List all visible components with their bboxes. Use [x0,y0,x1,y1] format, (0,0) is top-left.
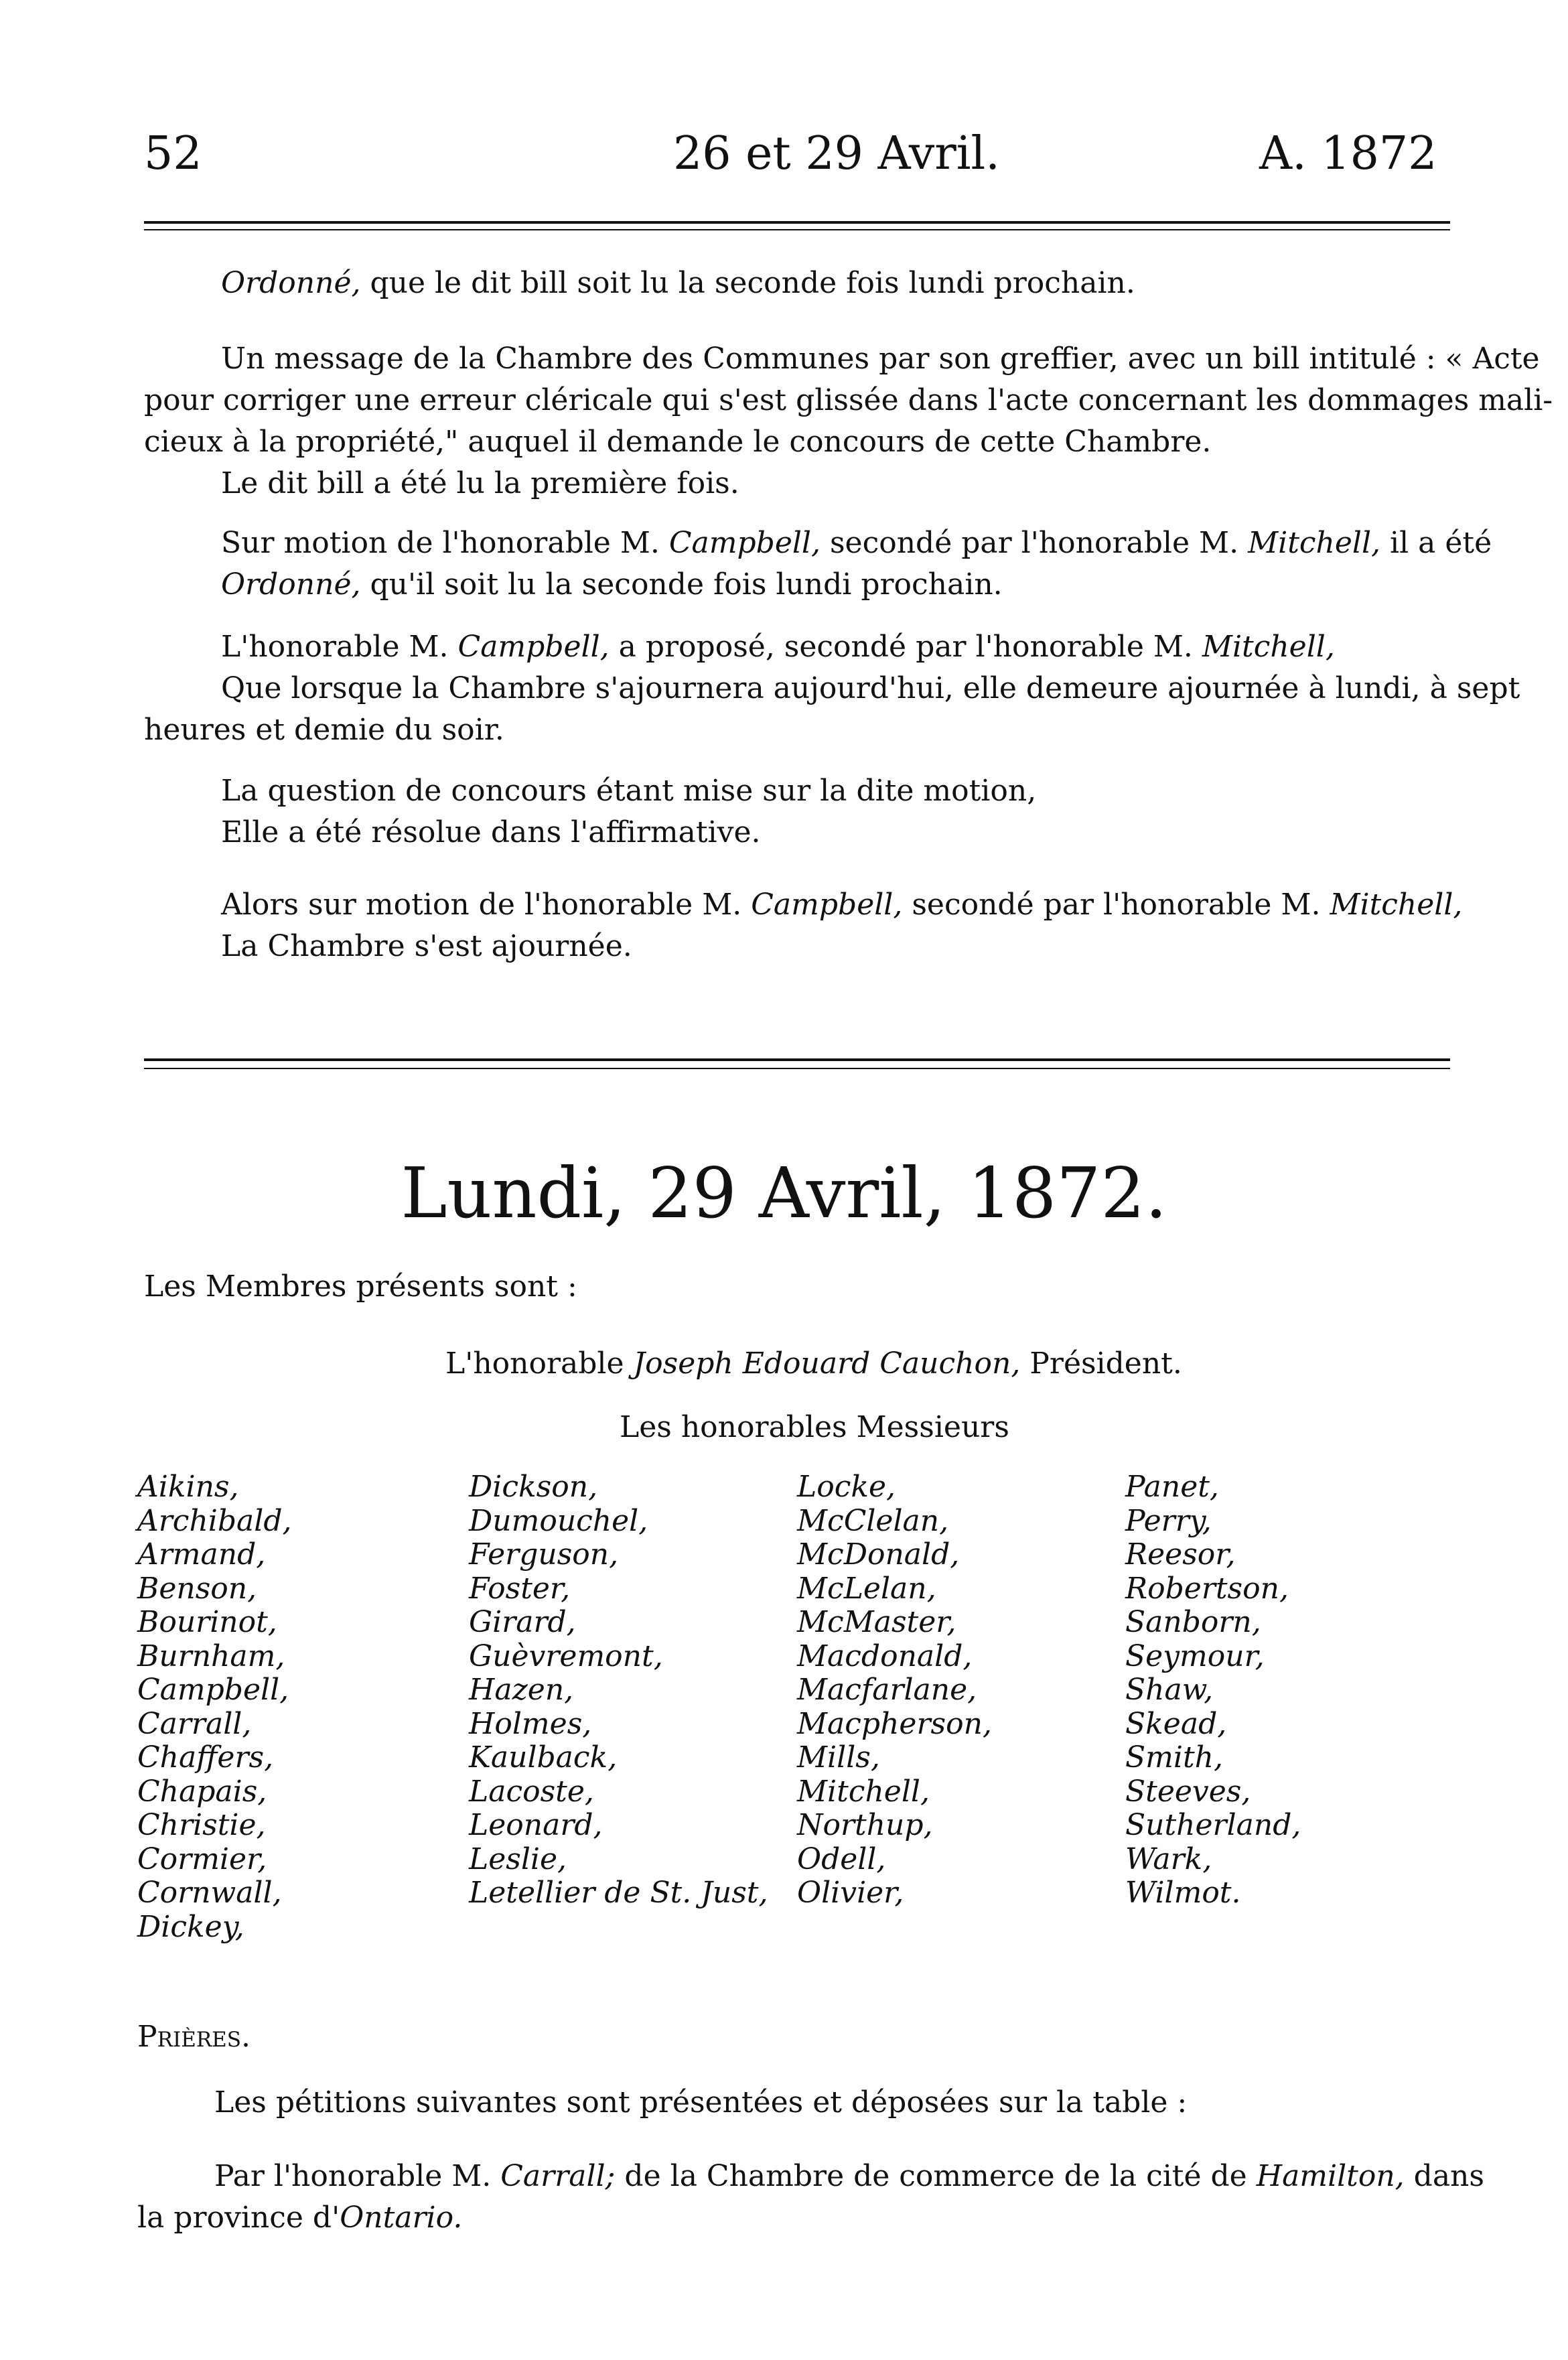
proposal-line-1: L'honorable M. Campbell, a proposé, secondé par l'honorable M. Mitchell, [221,630,1335,664]
member-name: McLelan, [797,1571,936,1606]
question-line-2: Elle a été résolue dans l'affirmative. [221,815,761,849]
member-name: Skead, [1125,1706,1227,1741]
member-name: Armand, [137,1537,266,1572]
adjourn-line-2: La Chambre s'est ajournée. [221,929,632,963]
member-name: Dickson, [469,1470,598,1504]
page-year: A. 1872 [1259,127,1437,180]
member-name: Christie, [137,1808,266,1842]
member-name: Foster, [469,1571,571,1606]
member-name: Aikins, [137,1470,239,1504]
first-reading-line: Le dit bill a été lu la première fois. [221,466,739,500]
proposal-line-2: Que lorsque la Chambre s'ajournera aujourd'hui, elle demeure ajournée à lundi, à sept [221,671,1520,705]
member-name: McMaster, [797,1605,956,1639]
header-rule-thin [144,229,1450,230]
members-column-4 [1125,1470,1301,1911]
petitions-intro: Les pétitions suivantes sont présentées et déposées sur la table : [214,2085,1188,2120]
president-line: L'honorable Joseph Edouard Cauchon, Président. [445,1346,1182,1381]
member-name: Perry, [1125,1503,1212,1538]
paragraph-ordonne: Ordonné, que le dit bill soit lu la seconde fois lundi prochain. [221,266,1135,300]
member-name: Ferguson, [469,1537,619,1572]
member-name: Leonard, [469,1808,603,1842]
member-name: Carrall, [137,1706,252,1741]
member-name: Archibald, [137,1503,292,1538]
member-name: Olivier, [797,1876,904,1910]
member-name: Cornwall, [137,1876,282,1910]
motion-line-2: Ordonné, qu'il soit lu la seconde fois lundi prochain. [221,567,1003,602]
header-rule [144,221,1450,224]
member-name: Chapais, [137,1774,267,1809]
member-name: Macdonald, [797,1639,973,1673]
member-name: McClelan, [797,1503,949,1538]
question-line-1: La question de concours étant mise sur la dite motion, [221,774,1037,808]
member-name: Guèvremont, [469,1639,663,1673]
section-title: Lundi, 29 Avril, 1872. [401,1152,1167,1234]
member-name: McDonald, [797,1537,960,1572]
member-name: Reesor, [1125,1537,1236,1572]
member-name: Chaffers, [137,1740,274,1775]
member-name: Letellier de St. Just, [469,1876,768,1910]
member-name: Hazen, [469,1673,574,1707]
petition-line-2: la province d'Ontario. [137,2201,463,2235]
honorables-heading: Les honorables Messieurs [620,1410,1009,1444]
member-name: Benson, [137,1571,257,1606]
adjourn-line-1: Alors sur motion de l'honorable M. Campbell, secondé par l'honorable M. Mitchell, [221,888,1463,922]
member-name: Bourinot, [137,1605,277,1639]
member-name: Panet, [1125,1470,1219,1504]
member-name: Macfarlane, [797,1673,977,1707]
members-column-3 [797,1470,992,1911]
member-name: Dumouchel, [469,1503,648,1538]
section-rule [144,1058,1450,1061]
member-name: Seymour, [1125,1639,1265,1673]
section-rule-thin [144,1068,1450,1069]
message-line-2: pour corriger une erreur cléricale qui s'est glissée dans l'acte concernant les dommages mali- [144,383,1553,417]
member-name: Sutherland, [1125,1808,1301,1842]
petition-line-1: Par l'honorable M. Carrall; de la Chambre de commerce de la cité de Hamilton, dans [214,2159,1484,2193]
member-name: Mills, [797,1740,880,1775]
motion-line-1: Sur motion de l'honorable M. Campbell, secondé par l'honorable M. Mitchell, il a été [221,526,1492,560]
members-column-2 [469,1470,768,1911]
member-name: Campbell, [137,1673,289,1707]
member-name: Macpherson, [797,1706,992,1741]
member-name: Leslie, [469,1842,567,1876]
member-name: Odell, [797,1842,886,1876]
member-name: Sanborn, [1125,1605,1261,1639]
members-column-1 [137,1470,291,1944]
member-name: Holmes, [469,1706,592,1741]
member-name: Robertson, [1125,1571,1289,1606]
member-name: Shaw, [1125,1673,1214,1707]
message-line-1: Un message de la Chambre des Communes par son greffier, avec un bill intitulé : « Acte [221,342,1540,376]
member-name: Northup, [797,1808,933,1842]
proposal-line-3: heures et demie du soir. [144,713,504,747]
member-name: Cormier, [137,1842,267,1876]
member-name: Smith, [1125,1740,1223,1775]
member-name: Lacoste, [469,1774,594,1809]
member-name: Locke, [797,1470,896,1504]
member-name: Mitchell, [797,1774,930,1809]
member-name: Girard, [469,1605,576,1639]
member-name: Wark, [1125,1842,1212,1876]
members-intro: Les Membres présents sont : [144,1269,577,1304]
member-name: Dickey, [137,1909,244,1944]
page-date: 26 et 29 Avril. [673,127,1000,180]
message-line-3: cieux à la propriété," auquel il demande le concours de cette Chambre. [144,425,1212,459]
page-number: 52 [144,127,202,180]
prieres-heading: Prières. [137,2020,251,2054]
member-name: Burnham, [137,1639,285,1673]
member-name: Wilmot. [1125,1876,1241,1910]
member-name: Steeves, [1125,1774,1251,1809]
member-name: Kaulback, [469,1740,618,1775]
